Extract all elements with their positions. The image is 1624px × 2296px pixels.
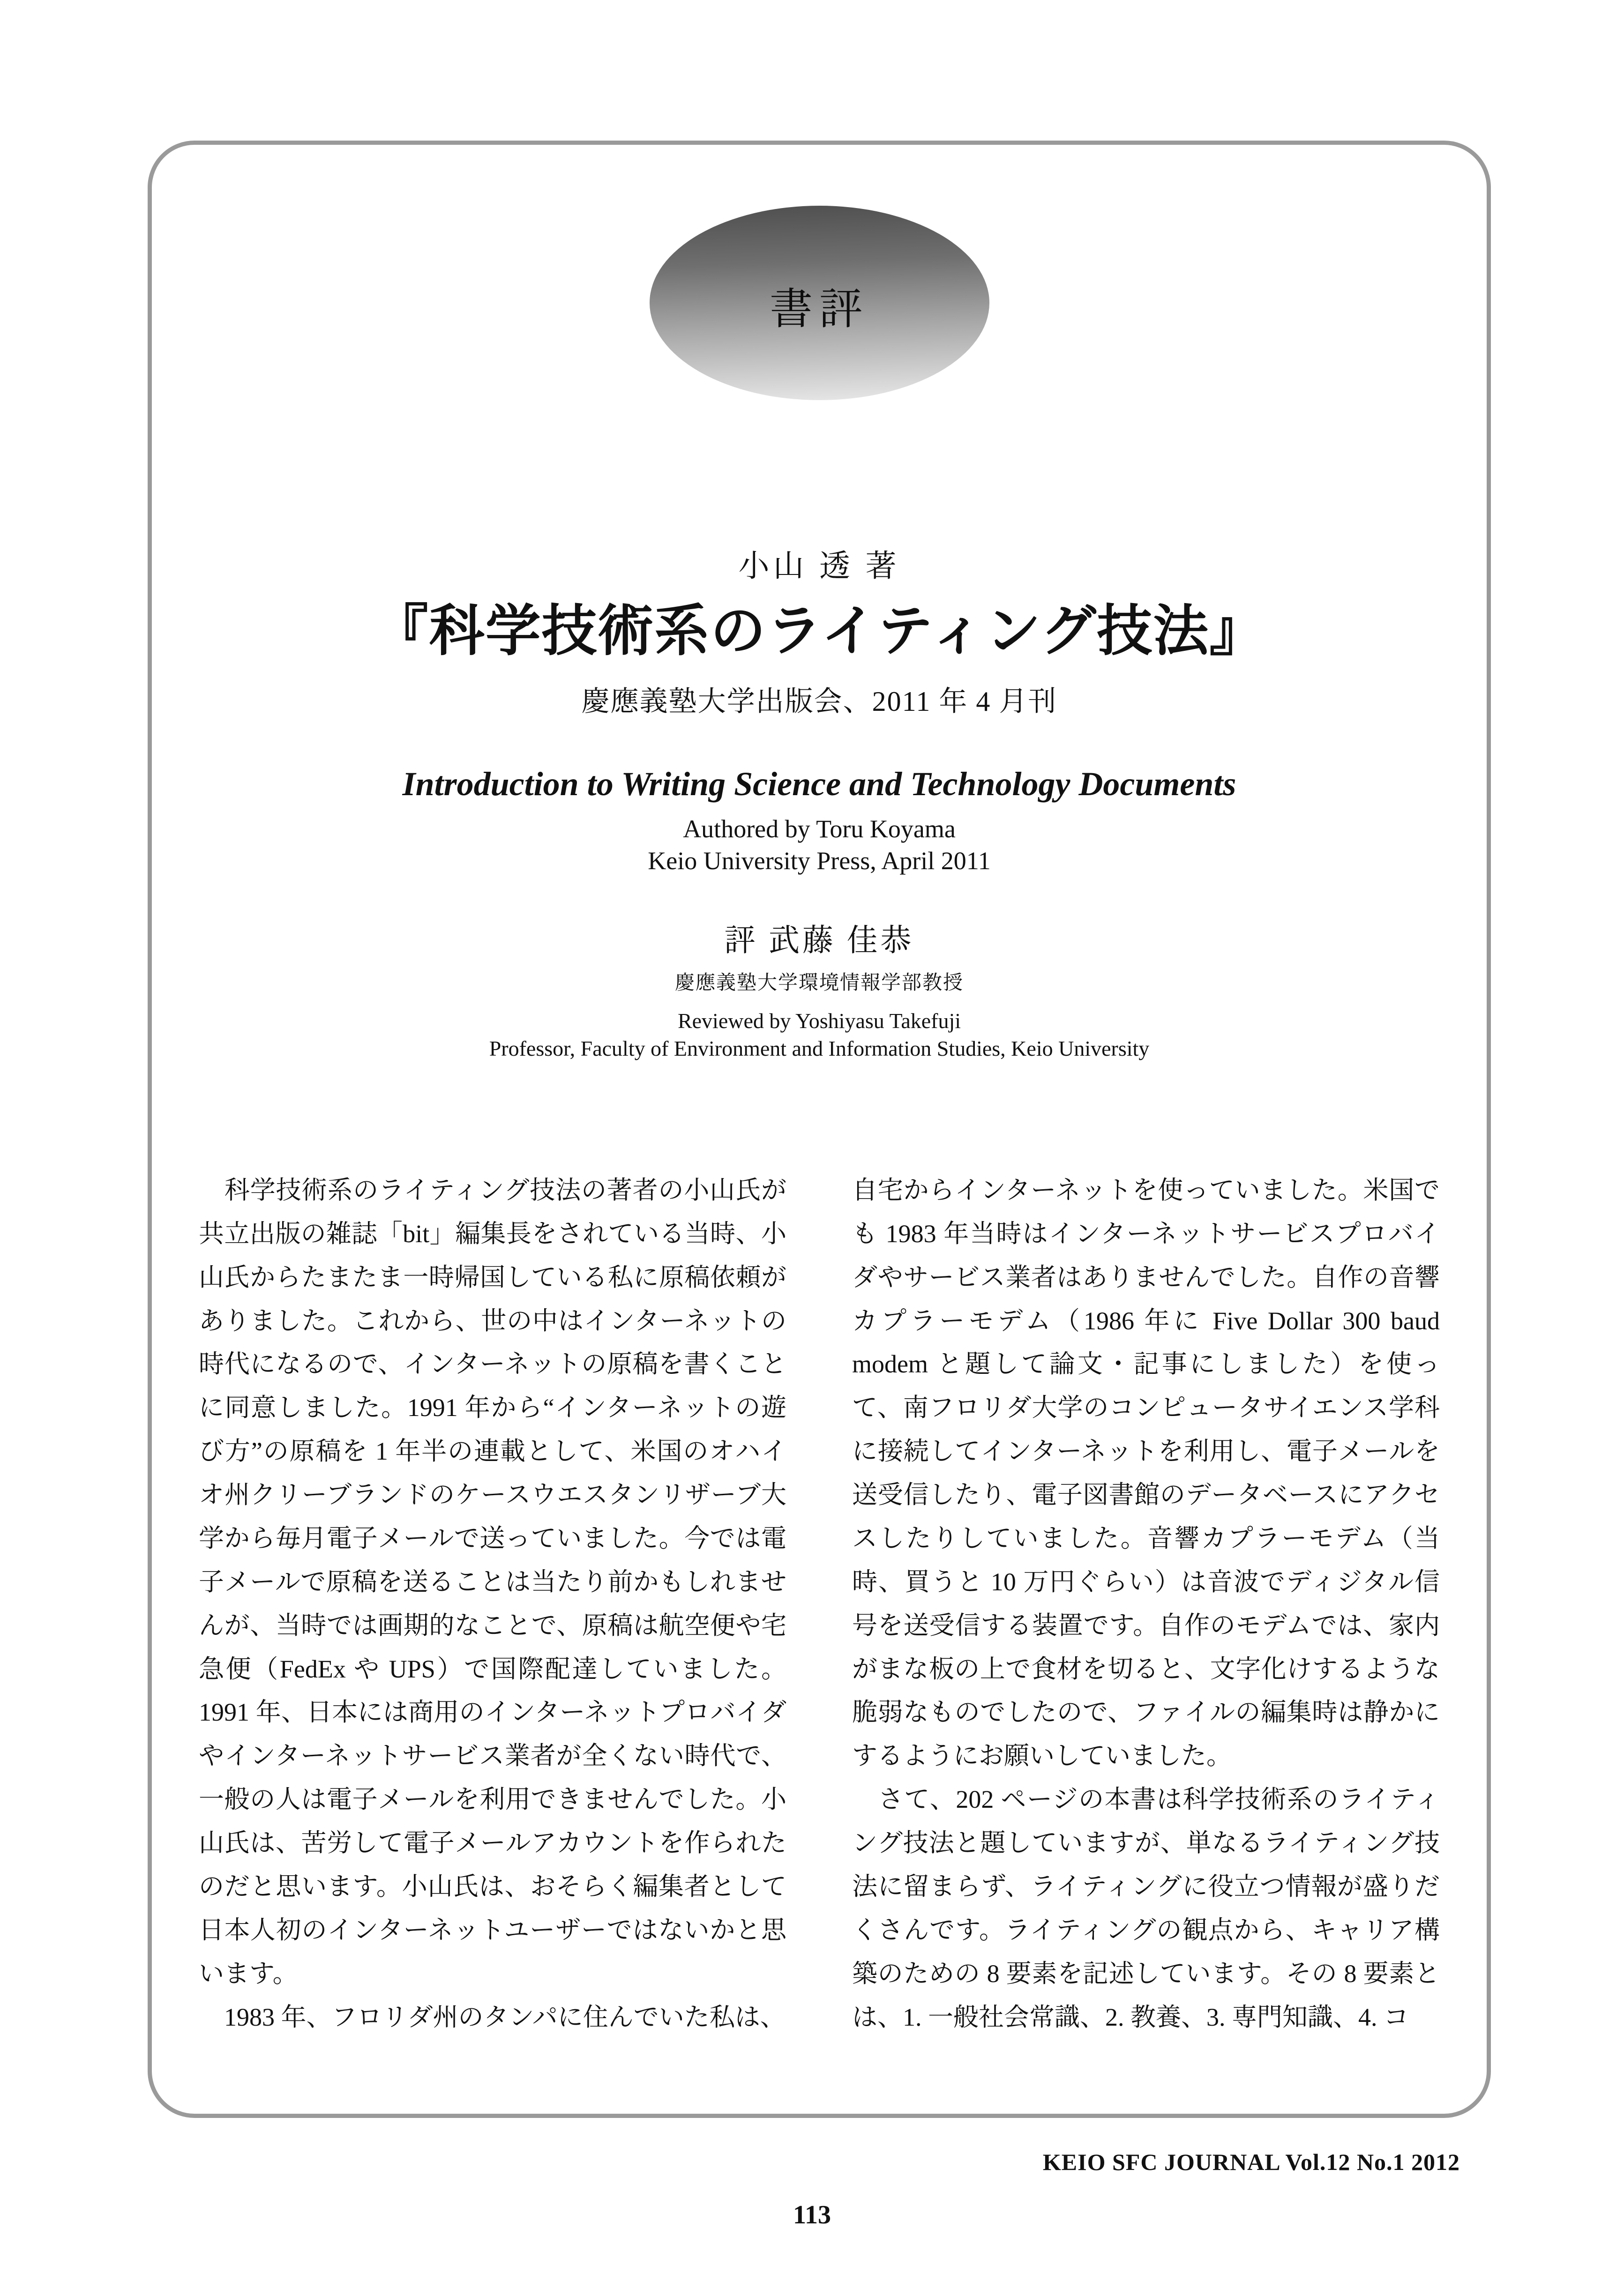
reviewer-name-jp: 評 武藤 佳恭: [724, 923, 914, 958]
content-frame: [148, 141, 1491, 2118]
book-title-en: Introduction to Writing Science and Technology Documents: [402, 765, 1236, 803]
book-review-badge: [650, 206, 989, 400]
reviewer-name-en: Reviewed by Yoshiyasu Takefuji: [677, 1008, 961, 1033]
paragraph: さて、202 ページの本書は科学技術系のライティング技法と題していますが、単なるライティング技法に留まらず、ライティングに役立つ情報が盛りだくさんです。ライティングの観点から、キャリア構築のための 8 要素を記述しています。その 8 要素とは、1. 一般社会常識、2. 教養、3. 専門知識、4. コ: [852, 1785, 1440, 2031]
author-name-jp: 小山 透 著: [738, 549, 900, 583]
book-review-badge-label: 書評: [769, 285, 869, 333]
paragraph: 自宅からインターネットを使っていました。米国でも 1983 年当時はインターネットサービスプロバイダやサービス業者はありませんでした。自作の音響カプラーモデム（1986 年に Five Dollar 300 baud modem と題して論文・記事にしました）を使って、南フロリダ大学のコンピュータサイエンス学科に接続してインターネットを利用し、電子メールを送受信したり、電子図書館のデータベースにアクセスしたりしていました。音響カプラーモデム（当時、買うと 10 万円ぐらい）は音波でディジタル信号を送受信する装置です。自作のモデムでは、家内がまな板の上で食材を切ると、文字化けするような脆弱なものでしたので、ファイルの編集時は静かにするようにお願いしていました。: [852, 1176, 1440, 1770]
author-name-en: Authored by Toru Koyama: [683, 814, 956, 843]
page-number: 113: [793, 2200, 831, 2229]
reviewer-affiliation-jp: 慶應義塾大学環境情報学部教授: [674, 972, 964, 994]
paragraph: 1983 年、フロリダ州のタンパに住んでいた私は、: [199, 2003, 786, 2031]
publisher-info-en: Keio University Press, April 2011: [648, 846, 991, 875]
paragraph: 科学技術系のライティング技法の著者の小山氏が共立出版の雑誌「bit」編集長をされている当時、小山氏からたまたま一時帰国している私に原稿依頼がありました。これから、世の中はインターネットの時代になるので、インターネットの原稿を書くことに同意しました。1991 年から“インターネットの遊び方”の原稿を 1 年半の連載として、米国のオハイオ州クリーブランドのケースウエスタンリザーブ大学から毎月電子メールで送っていました。今では電子メールで原稿を送ることは当たり前かもしれませんが、当時では画期的なことで、原稿は航空便や宅急便（FedEx や UPS）で国際配達していました。1991 年、日本には商用のインターネットプロバイダやインターネットサービス業者が全くない時代で、一般の人は電子メールを利用できませんでした。小山氏は、苦労して電子メールアカウントを作られたのだと思います。小山氏は、おそらく編集者として日本人初のインターネットユーザーではないかと思います。: [199, 1176, 786, 1988]
reviewer-affiliation-en: Professor, Faculty of Environment and Information Studies, Keio University: [489, 1036, 1150, 1060]
book-title-jp: 『科学技術系のライティング技法』: [373, 601, 1266, 662]
journal-footer: KEIO SFC JOURNAL Vol.12 No.1 2012: [1042, 2149, 1460, 2175]
left-column: [199, 1169, 786, 2039]
right-column: [852, 1169, 1440, 2039]
title-block: [152, 541, 1487, 1061]
article-body: [199, 1169, 1440, 2039]
publisher-info-jp: 慶應義塾大学出版会、2011 年 4 月刊: [581, 686, 1057, 717]
